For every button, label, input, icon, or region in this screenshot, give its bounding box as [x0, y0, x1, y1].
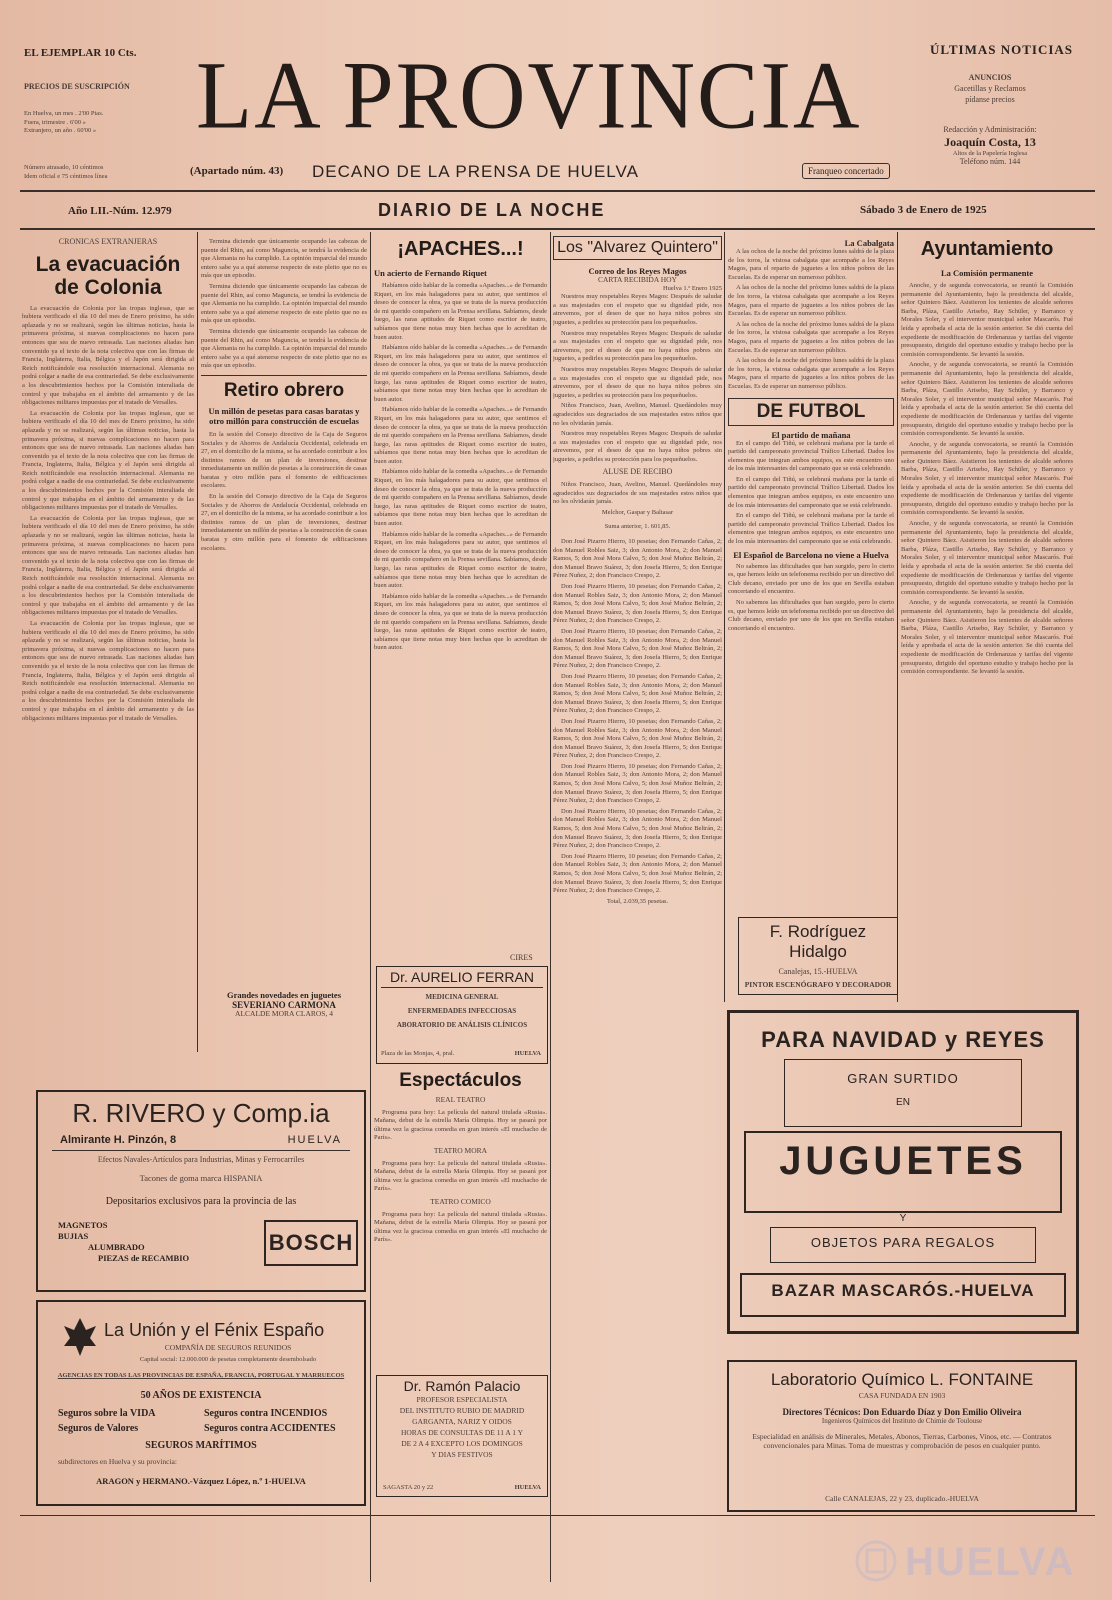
article-body: Termina diciendo que únicamente ocupando las cabezas de puente del Rhin, así como Maguncia, se tendrá la evidencia de que Alemania no ha cumplido. La opinión imparcial del mundo entero sabe ya a qué atenerse respecto de este pleito que no es más que un episodio. [201, 282, 367, 325]
subtitle-futbol: El partido de mañana [771, 429, 851, 440]
article-body: Habíamos oído hablar de la comedia «Apaches...» de Fernando Riquet, en los más halagadores para su autor, que sentimos el deseo de conocer la obra, ya que se trata de la nueva producción de mi querido compañero en la Prensa sevillana. Sabíamos, desde luego, las raras aptitudes de Riquet como escritor de teatro, sabíamos que tiene notas muy bien hechas que lo acreditan de buen autor. [374, 344, 547, 403]
article-body: Programa para hoy: La película del natural titulada «Rusia». Mañana, debut de la estrella María Olimpia. Hoy se pasará por última vez la graciosa comedia en gran interés «El muchacho de París». [374, 1159, 547, 1193]
price-label: EL EJEMPLAR 10 Cts. [24, 47, 137, 59]
article-body: Anoche, y de segunda convocatoria, se reunió la Comisión permanente del Ayuntamiento, bajo la presidencia del alcalde, señor Quintero Báez. Asistieron los tenientes de alcalde señores Barba, Pláza, Castillo Arisebo, Ray Schüler, y Barranco y Morales Soler, y el interventor municipal señor Mascarós. Fué leída y aprobada el acta de la sesión anterior. Se dió cuenta del expediente de modificación de Ordenanzas y tarifas del vigente presupuesto, dirigido del oportuno estudio y trabajo hecho por la comisión correspondiente. Se levantó la sesión. [901, 599, 1073, 676]
carta-label: CARTA RECIBIDA HOY [598, 275, 677, 284]
column-rule [550, 232, 551, 1582]
article-body: En la sesión del Consejo directivo de la Caja de Seguros Sociales y de Ahorros de Andalucía Occidental, celebrada en 27, en el domicilio de la misma, se ha acordado contribuir a los distintos ramos de un plan de inversiones, destinar inmediatamente un millón de pesetas a la construcción de casas baratas y otro millón para el fomento de edificaciones escolares. [201, 430, 367, 490]
article-body: Anoche, y de segunda convocatoria, se reunió la Comisión permanente del Ayuntamiento, bajo la presidencia del alcalde, señor Quintero Báez. Asistieron los tenientes de alcalde señores Barba, Pláza, Castillo Arisebo, Ray Schüler, y Barranco y Morales Soler, y el interventor municipal señor Mascarós. Fué leída y aprobada el acta de la sesión anterior. Se dió cuenta del expediente de modificación de Ordenanzas y tarifas del vigente presupuesto, dirigido del oportuno estudio y trabajo hecho por la comisión correspondiente. Se levantó la sesión. [901, 361, 1073, 438]
column-rule [724, 232, 725, 1002]
headline-apaches: ¡APACHES...! [397, 238, 524, 260]
ad-carmona: Grandes novedades en juguetes SEVERIANO CARMONA ALCALDE MORA CLAROS, 4 [226, 990, 342, 1018]
donor-list: Don José Pizarro Hierro, 10 pesetas; don Fernando Cañas, 2; don Manuel Robles Saiz, 3; don Antonio Mora, 2; don Manuel Ramos, 5; don José Mora Calvo, 5; don José Muñoz Beltrán, 2; don Manuel Bravo Suárez, 3; don Josefa Hierro, 5; don Enrique Pérez Nuñez, 2; don Francisco Crespo, 2. [553, 762, 722, 805]
ad-laboratorio-fontaine: Laboratorio Químico L. FONTAINE CASA FUNDADA EN 1903 Directores Técnicos: Don Eduardo Díaz y Don Emilio Oliveira Ingenieros Químicos del Instituto de Chimie de Toulouse Especialidad en análisis de Minerales, Metales, Abonos, Tierras, Carbones, Vinos, etc. — Contratos convencionales para Minas. Toma de muestras y comprobación de pesos en cualquier punto. Calle CANALEJAS, 22 y 23, duplicado.-HUELVA [727, 1360, 1077, 1512]
headline-line-2: de Colonia [54, 275, 162, 299]
tagline: DECANO DE LA PRENSA DE HUELVA [312, 162, 639, 181]
article-body: Nuestros muy respetables Reyes Magos: Después de saludar a sus majestades con el respeto que su dignidad pide, nos atrevemos, por el deseo de que no haya niños pobres sin juguetes, a pedirles su protección para los pequeñuelos. [553, 430, 722, 463]
donor-list: Don José Pizarro Hierro, 10 pesetas; don Fernando Cañas, 2; don Manuel Robles Saiz, 3; don Antonio Mora, 2; don Manuel Ramos, 5; don José Mora Calvo, 5; don José Muñoz Beltrán, 2; don Manuel Bravo Suárez, 3; don Josefa Hierro, 5; don Enrique Pérez Nuñez, 2; don Francisco Crespo, 2. [553, 717, 722, 760]
subtitle-retiro: Un millón de pesetas para casas baratas y otro millón para construcción de escuelas [208, 405, 360, 426]
place-date: Huelva 1.º Enero 1925 [662, 284, 722, 292]
diario-label: DIARIO DE LA NOCHE [378, 200, 606, 220]
article-body: En la sesión del Consejo directivo de la Caja de Seguros Sociales y de Ahorros de Andalucía Occidental, celebrada en 27, en el domicilio de la misma, se ha acordado contribuir a los distintos ramos de un plan de inversiones, destinar inmediatamente un millón de pesetas a la construcción de casas baratas y otro millón para el fomento de edificaciones escolares. [201, 493, 367, 552]
real-teatro: REAL TEATRO [435, 1095, 486, 1104]
kicker-cabalgata: La Cabalgata [844, 238, 894, 248]
article-body: Habíamos oído hablar de la comedia «Apaches...» de Fernando Riquet, en los más halagadores para su autor, que sentimos el deseo de conocer la obra, ya que se trata de la nueva producción de mi querido compañero en la Prensa sevillana. Sabíamos, desde luego, las raras aptitudes de Riquet como escritor de teatro, sabíamos que tiene notas muy bien hechas que lo acreditan de buen autor. [374, 282, 547, 341]
section-kicker: CRONICAS EXTRANJERAS [58, 238, 158, 246]
library-seal-icon [855, 1540, 897, 1582]
column-rule [197, 232, 198, 1052]
signature: CIRES [510, 953, 533, 962]
headline-espectaculos: Espectáculos [399, 1070, 522, 1091]
article-body: La evacuación de Colonia por las tropas inglesas, que se hubiera verificado el día 10 del mes de Enero próximo, ha sido aplazada y no se realizará, según las últimas noticias, hasta la primavera próxima, si nuevas complicaciones no hacen para entonces que sea de nuevo retrasada. Las naciones aliadas han convenido ya el texto de la nota colectiva que con las firmas de Francia, Inglaterra, Italia, Bélgica y el Japón será dirigida al Reich notificándole esa resolución internacional. Alemania no podrá colgar a nadie de esa contrariedad. Se debe exclusivamente a los descubrimientos hechos por la Comisión interaliada de control y que trabajaba en el ámbito del armamento y de las obligaciones militares impuestas por el tratado de Versalles. [22, 304, 194, 407]
article-body: No sabemos las dificultades que han surgido, pero lo cierto es, que hemos leído un telefonema recibido por un directivo del Club decano, enviado por uno de los que en Sevilla estaban concertando el encuentro. [728, 562, 894, 596]
article-body: Anoche, y de segunda convocatoria, se reunió la Comisión permanente del Ayuntamiento, bajo la presidencia del alcalde, señor Quintero Báez. Asistieron los tenientes de alcalde señores Barba, Pláza, Castillo Arisebo, Ray Schüler, y Barranco y Morales Soler, y el interventor municipal señor Mascarós. Fué leída y aprobada el acta de la sesión anterior. Se dió cuenta del expediente de modificación de Ordenanzas y tarifas del vigente presupuesto, dirigido del oportuno estudio y trabajo hecho por la comisión correspondiente. Se levantó la sesión. [901, 440, 1073, 517]
article-ayuntamiento [901, 238, 1073, 998]
donor-list: Don José Pizarro Hierro, 10 pesetas; don Fernando Cañas, 2; don Manuel Robles Saiz, 3; don Antonio Mora, 2; don Manuel Ramos, 5; don José Mora Calvo, 5; don José Muñoz Beltrán, 2; don Manuel Bravo Suárez, 3; don Josefa Hierro, 5; don Enrique Pérez Nuñez, 2; don Francisco Crespo, 2. [553, 538, 722, 580]
article-body: Nuestros muy respetables Reyes Magos: Después de saludar a sus majestades con el respeto que su dignidad pide, nos atrevemos, por el deseo de que no haya niños pobres sin juguetes, a pedirles su protección para los pequeñuelos. [553, 365, 722, 399]
ad-ferran: Dr. AURELIO FERRAN MEDICINA GENERAL ENFERMEDADES INFECCIOSAS ABORATORIO DE ANÁLISIS CLÍNICOS Plaza de las Monjas, 4, pral. HUELVA [376, 966, 548, 1064]
bottom-divider [20, 1515, 1095, 1516]
subtitle-apaches: Un acierto de Fernando Riquet [374, 268, 487, 278]
suma-anterior: Suma anterior, 1. 601,85. [604, 523, 671, 531]
phoenix-icon [62, 1316, 98, 1358]
issue-date: Sábado 3 de Enero de 1925 [860, 204, 987, 216]
article-body: La evacuación de Colonia por las tropas inglesas, que se hubiera verificado el día 10 del mes de Enero próximo, ha sido aplazada y no se realizará, según las últimas noticias, hasta la primavera próxima, si nuevas complicaciones no hacen para entonces que sea de nuevo retrasada. Las naciones aliadas han convenido ya el texto de la nota colectiva que con las firmas de Francia, Inglaterra, Italia, Bélgica y el Japón será dirigida al Reich notificándole esa resolución internacional. Alemania no podrá colgar a nadie de esa contrariedad. Se debe exclusivamente a los descubrimientos hechos por la Comisión interaliada de control y que trabajaba en el ámbito del armamento y de las obligaciones militares impuestas por el tratado de Versalles. [22, 409, 194, 512]
masthead-divider [20, 190, 1095, 192]
article-evacuacion [22, 238, 194, 1053]
headline-ayuntamiento: Ayuntamiento [920, 238, 1054, 260]
column-two [201, 238, 367, 1053]
apartado: (Apartado núm. 43) [190, 165, 284, 177]
signatures: Melchor, Gaspar y Baltasar [601, 508, 674, 516]
juguetes-label: JUGUETES [779, 1139, 1027, 1183]
article-body: Niños Francisco, Juan, Avelino, Manuel. Quedándoles muy agradecidos sus degraciados de sus majestades estos niños que no les olvidarán jamás. [553, 402, 722, 427]
recibo-label: ALUSE DE RECIBO [602, 467, 673, 477]
donor-list: Don José Pizarro Hierro, 10 pesetas; don Fernando Cañas, 2; don Manuel Robles Saiz, 3; don Antonio Mora, 2; don Manuel Ramos, 5; don José Mora Calvo, 5; don José Muñoz Beltrán, 2; don Manuel Bravo Suárez, 3; don Josefa Hierro, 5; don Enrique Pérez Nuñez, 2; don Francisco Crespo, 2. [553, 852, 722, 895]
headline-retiro: Retiro obrero [223, 379, 345, 401]
column-rule [897, 232, 898, 1002]
column-rule [370, 232, 371, 1582]
ad-rivero: R. RIVERO y Comp.ia Almirante H. Pinzón, 8 HUELVA Efectos Navales-Artículos para Industrias, Minas y Ferrocarriles Tacones de goma marca HISPANIA Depositarios exclusivos para la provincia de las MAGNETOS BUJIAS ALUMBRADO PIEZAS de RECAMBIO BOSCH [36, 1090, 366, 1292]
back-issue-prices: Número atrasado, 10 céntimos Idem oficial e 75 céntimos línea [24, 164, 108, 180]
article-body: En el campo del Tiñú, se celebrará mañana por la tarde el partido del campeonato provincial Tráfico Libertad. Dados los elementos que integran ambos equipos, es este encuentro uno de los más interesantes del campeonato que se está celebrando. [728, 439, 894, 473]
subtitle-quintero: Correo de los Reyes Magos [588, 266, 687, 276]
total: Total, 2.039,35 pesetas. [606, 897, 669, 905]
article-body: A las ochos de la noche del próximo lunes saldrá de la plaza de los toros, la vistosa cabalgata que acompañe a los Reyes Magos, para el reparto de juguetes a los niños pobres de las Escuelas. Es de esperar un numeroso público. [728, 320, 894, 354]
ad-navidad-reyes: PARA NAVIDAD y REYES GRAN SURTIDO EN JUGUETES Y OBJETOS PARA REGALOS BAZAR MASCARÓS.-HUELVA [727, 1010, 1079, 1334]
headline-quintero: Los "Alvarez Quintero" [553, 236, 722, 260]
article-body: Programa para hoy: La película del natural titulada «Rusia». Mañana, debut de la estrella María Olimpia. Hoy se pasará por última vez la graciosa comedia en gran interés «El muchacho de París». [374, 1108, 547, 1142]
article-body: Termina diciendo que únicamente ocupando las cabezas de puente del Rhin, así como Maguncia, se tendrá la evidencia de que Alemania no ha cumplido. La opinión imparcial del mundo entero sabe ya a qué atenerse respecto de este pleito que no es más que un episodio. [201, 238, 367, 280]
donor-list: Don José Pizarro Hierro, 10 pesetas; don Fernando Cañas, 2; don Manuel Robles Saiz, 3; don Antonio Mora, 2; don Manuel Ramos, 5; don José Mora Calvo, 5; don José Muñoz Beltrán, 2; don Manuel Bravo Suárez, 3; don Josefa Hierro, 5; don Enrique Pérez Nuñez, 2; don Francisco Crespo, 2. [553, 583, 722, 625]
article-apaches [374, 236, 547, 946]
ads-info: ANUNCIOS Gacetillas y Reclamos pídanse precios [954, 73, 1026, 104]
subscription-rates: En Huelva, un mes . 2'00 Ptas. Fuera, trimestre . 6'00 » Extranjero, un año . 60'00 » [24, 110, 104, 135]
article-body: Habíamos oído hablar de la comedia «Apaches...» de Fernando Riquet, en los más halagadores para su autor, que sentimos el deseo de conocer la obra, ya que se trata de la nueva producción de mi querido compañero en la Prensa sevillana. Sabíamos, desde luego, las raras aptitudes de Riquet como escritor de teatro, sabíamos que tiene notas muy bien hechas que lo acreditan de buen autor. [374, 592, 547, 652]
article-body: Nuestros muy respetables Reyes Magos: Después de saludar a sus majestades con el respeto que su dignidad pide, nos atrevemos, por el deseo de que no haya niños pobres sin juguetes, a pedirles su protección para los pequeñuelos. [553, 293, 722, 326]
admin-address: Redacción y Administración: Joaquín Costa, 13 Altos de la Papelería Inglesa Teléfono núm. 144 [943, 125, 1037, 167]
article-body: Anoche, y de segunda convocatoria, se reunió la Comisión permanente del Ayuntamiento, bajo la presidencia del alcalde, señor Quintero Báez. Asistieron los tenientes de alcalde señores Barba, Pláza, Castillo Arisebo, Ray Schüler, y Barranco y Morales Soler, y el interventor municipal señor Mascarós. Fué leída y aprobada el acta de la sesión anterior. Se dió cuenta del expediente de modificación de Ordenanzas y tarifas del vigente presupuesto, dirigido del oportuno estudio y trabajo hecho por la comisión correspondiente. Se levantó la sesión. [901, 282, 1073, 358]
article-body: Niños Francisco, Juan, Avelino, Manuel. Quedándoles muy agradecidos sus degraciados de sus majestades estos niños que no les olvidarán jamás. [553, 481, 722, 506]
masthead-title: LA PROVINCIA [196, 41, 862, 149]
teatro-mora: TEATRO MORA [433, 1145, 488, 1155]
donor-list: Don José Pizarro Hierro, 10 pesetas; don Fernando Cañas, 2; don Manuel Robles Saiz, 3; don Antonio Mora, 2; don Manuel Ramos, 5; don José Mora Calvo, 5; don José Muñoz Beltrán, 2; don Manuel Bravo Suárez, 3; don Josefa Hierro, 5; don Enrique Pérez Nuñez, 2; don Francisco Crespo, 2. [553, 627, 722, 670]
subtitle-espanol: El Español de Barcelona no viene a Huelva [733, 549, 889, 560]
donor-list: Don José Pizarro Hierro, 10 pesetas; don Fernando Cañas, 2; don Manuel Robles Saiz, 3; don Antonio Mora, 2; don Manuel Ramos, 5; don José Mora Calvo, 5; don José Muñoz Beltrán, 2; don Manuel Bravo Suárez, 3; don Josefa Hierro, 5; don Enrique Pérez Nuñez, 2; don Francisco Crespo, 2. [553, 807, 722, 850]
divider [201, 375, 367, 376]
ad-rodriguez-hidalgo: F. Rodríguez Hidalgo Canalejas, 15.-HUELVA PINTOR ESCENÓGRAFO Y DECORADOR [738, 917, 898, 995]
article-body: A las ochos de la noche del próximo lunes saldrá de la plaza de los toros, la vistosa cabalgata que acompañe a los Reyes Magos, para el reparto de juguetes a los niños pobres de las Escuelas. Es de esperar un numeroso público. [728, 284, 894, 318]
article-body: Habíamos oído hablar de la comedia «Apaches...» de Fernando Riquet, en los más halagadores para su autor, que sentimos el deseo de conocer la obra, ya que se trata de la nueva producción de mi querido compañero en la Prensa sevillana. Sabíamos, desde luego, las raras aptitudes de Riquet como escritor de teatro, sabíamos que tiene notas muy bien hechas que lo acreditan de buen autor. [374, 406, 547, 465]
donor-list: Don José Pizarro Hierro, 10 pesetas; don Fernando Cañas, 2; don Manuel Robles Saiz, 3; don Antonio Mora, 2; don Manuel Ramos, 5; don José Mora Calvo, 5; don José Muñoz Beltrán, 2; don Manuel Bravo Suárez, 3; don Josefa Hierro, 5; don Enrique Pérez Nuñez, 2; don Francisco Crespo, 2. [553, 672, 722, 715]
franqueo-label: Franqueo concertado [802, 163, 890, 179]
article-body: A las ochos de la noche del próximo lunes saldrá de la plaza de los toros, la vistosa cabalgata que acompañe a los Reyes Magos, para el reparto de juguetes a los niños pobres de las Escuelas. Es de esperar un numeroso público. [728, 248, 894, 281]
article-body: Programa para hoy: La película del natural titulada «Rusia». Mañana, debut de la estrella María Olimpia. Hoy se pasará por última vez la graciosa comedia en gran interés «El muchacho de París». [374, 1210, 547, 1244]
article-espectaculos [374, 1070, 547, 1365]
article-body: Anoche, y de segunda convocatoria, se reunió la Comisión permanente del Ayuntamiento, bajo la presidencia del alcalde, señor Quintero Báez. Asistieron los tenientes de alcalde señores Barba, Pláza, Castillo Arisebo, Ray Schüler, y Barranco y Morales Soler, y el interventor municipal señor Mascarós. Fué leída y aprobada el acta de la sesión anterior. Se dió cuenta del expediente de modificación de Ordenanzas y tarifas del vigente presupuesto, dirigido del oportuno estudio y trabajo hecho por la comisión correspondiente. Se levantó la sesión. [901, 520, 1073, 596]
teatro-comico: TEATRO COMICO [430, 1196, 491, 1206]
headline-futbol: DE FUTBOL [728, 398, 894, 426]
article-body: Nuestros muy respetables Reyes Magos: Después de saludar a sus majestades con el respeto que su dignidad pide, nos atrevemos, por el deseo de que no haya niños pobres sin juguetes, a pedirles su protección para los pequeñuelos. [553, 329, 722, 363]
article-body: No sabemos las dificultades que han surgido, pero lo cierto es, que hemos leído un telefonema recibido por un directivo del Club decano, enviado por uno de los que en Sevilla estaban concertando el encuentro. [728, 599, 894, 632]
bosch-logo: BOSCH [264, 1220, 358, 1266]
article-body: La evacuación de Colonia por las tropas inglesas, que se hubiera verificado el día 10 del mes de Enero próximo, ha sido aplazada y no se realizará, según las últimas noticias, hasta la primavera próxima, si nuevas complicaciones no hacen para entonces que sea de nuevo retrasada. Las naciones aliadas han convenido ya el texto de la nota colectiva que con las firmas de Francia, Inglaterra, Italia, Bélgica y el Japón será dirigida al Reich notificándole esa resolución internacional. Alemania no podrá colgar a nadie de esa contrariedad. Se debe exclusivamente a los descubrimientos hechos por la Comisión interaliada de control y que trabajaba en el ámbito del armamento y de las obligaciones militares impuestas por el tratado de Versalles. [22, 514, 194, 617]
article-body: A las ochos de la noche del próximo lunes saldrá de la plaza de los toros, la vistosa cabalgata que acompañe a los Reyes Magos, para el reparto de juguetes a los niños pobres de las Escuelas. Es de esperar un numeroso público. [728, 357, 894, 390]
headline-line-1: La evacuación [35, 252, 181, 276]
issue-number: Año LII.-Núm. 12.979 [68, 205, 172, 217]
ad-union-fenix: La Unión y el Fénix Españo COMPAÑÍA DE SEGUROS REUNIDOS Capital social: 12.000.000 de pesetas completamente desembolsado AGENCIAS EN TODAS LAS PROVINCIAS DE ESPAÑA, FRANCIA, PORTUGAL Y MARRUECOS 50 AÑOS DE EXISTENCIA Seguros sobre la VIDA Seguros contra INCENDIOS Seguros de Valores Seguros contra ACCIDENTES SEGUROS MARÍTIMOS subdirectores en Huelva y su provincia: ARAGON y HERMANO.-Vázquez López, n.º 1-HUELVA [36, 1300, 366, 1506]
dateline-divider [20, 228, 1095, 230]
latest-news-label: ÚLTIMAS NOTICIAS [930, 42, 1074, 57]
ad-palacio: Dr. Ramón Palacio PROFESOR ESPECIALISTA DEL INSTITUTO RUBIO DE MADRID GARGANTA, NARIZ Y OIDOS HORAS DE CONSULTAS DE 11 A 1 Y DE 2 A 4 EXCEPTO LOS DOMINGOS Y DIAS FESTIVOS SAGASTA 20 y 22 HUELVA [376, 1375, 548, 1497]
column-five [728, 238, 894, 898]
article-body: Termina diciendo que únicamente ocupando las cabezas de puente del Rhin, así como Maguncia, se tendrá la evidencia de que Alemania no ha cumplido. La opinión imparcial del mundo entero sabe ya a qué atenerse respecto de este pleito que no es más que un episodio. [201, 327, 367, 370]
article-body: En el campo del Tiñú, se celebrará mañana por la tarde el partido del campeonato provincial Tráfico Libertad. Dados los elementos que integran ambos equipos, es este encuentro uno de los más interesantes del campeonato que se está celebrando. [728, 475, 894, 509]
article-body: La evacuación de Colonia por las tropas inglesas, que se hubiera verificado el día 10 del mes de Enero próximo, ha sido aplazada y no se realizará, según las últimas noticias, hasta la primavera próxima, si nuevas complicaciones no hacen para entonces que sea de nuevo retrasada. Las naciones aliadas han convenido ya el texto de la nota colectiva que con las firmas de Francia, Inglaterra, Italia, Bélgica y el Japón será dirigida al Reich notificándole esa resolución internacional. Alemania no podrá colgar a nadie de esa contrariedad. Se debe exclusivamente a los descubrimientos hechos por la Comisión interaliada de control y que trabajaba en el ámbito del armamento y de las obligaciones militares impuestas por el tratado de Versalles. [22, 619, 194, 722]
library-watermark: HUELVA [905, 1540, 1076, 1584]
article-body: Habíamos oído hablar de la comedia «Apaches...» de Fernando Riquet, en los más halagadores para su autor, que sentimos el deseo de conocer la obra, ya que se trata de la nueva producción de mi querido compañero en la Prensa sevillana. Sabíamos, desde luego, las raras aptitudes de Riquet como escritor de teatro, sabíamos que tiene notas muy bien hechas que lo acreditan de buen autor. [374, 530, 547, 590]
subscription-title: PRECIOS DE SUSCRIPCIÓN [24, 82, 130, 91]
article-body: En el campo del Tiñú, se celebrará mañana por la tarde el partido del campeonato provincial Tráfico Libertad. Dados los elementos que integran ambos equipos, es este encuentro uno de los más interesantes del campeonato que se está celebrando. [728, 512, 894, 546]
article-quintero [553, 236, 722, 1586]
subtitle-ayuntamiento: La Comisión permanente [940, 268, 1034, 278]
article-body: Habíamos oído hablar de la comedia «Apaches...» de Fernando Riquet, en los más halagadores para su autor, que sentimos el deseo de conocer la obra, ya que se trata de la nueva producción de mi querido compañero en la Prensa sevillana. Sabíamos, desde luego, las raras aptitudes de Riquet como escritor de teatro, sabíamos que tiene notas muy bien hechas que lo acreditan de buen autor. [374, 468, 547, 528]
